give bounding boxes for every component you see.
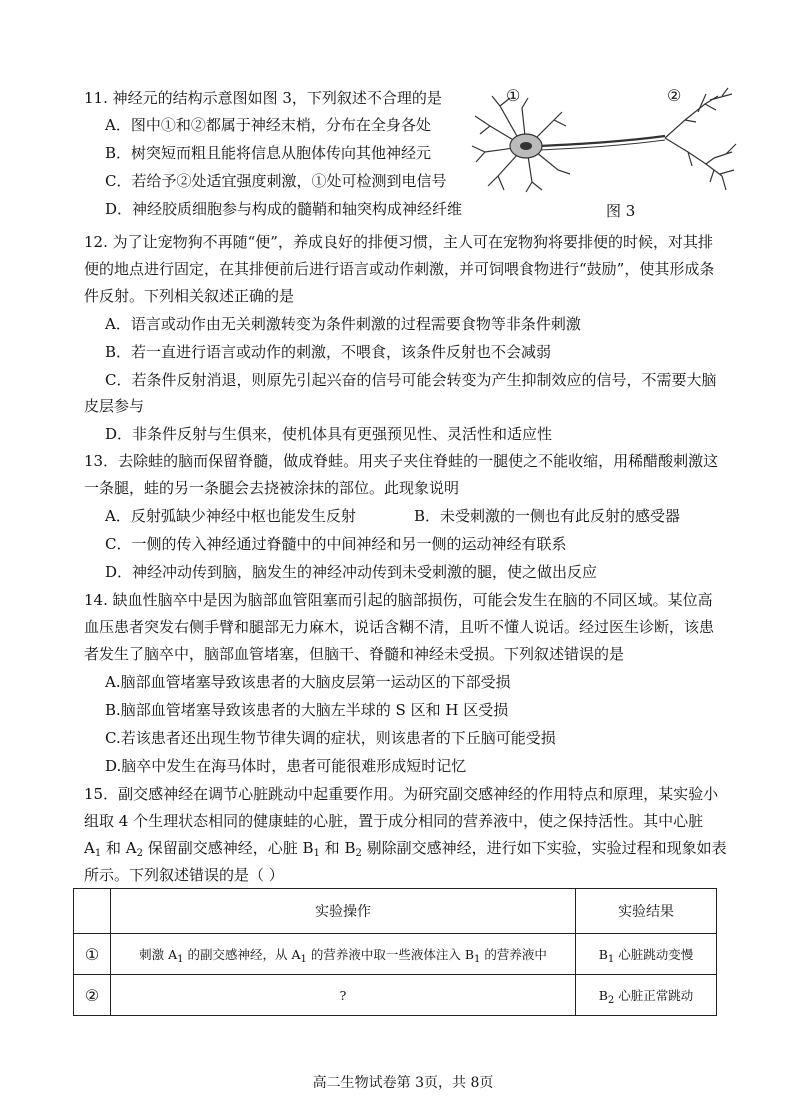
table-row — [74, 934, 717, 975]
q11-option-b: B．树突短而粗且能将信息从胞体传向其他神经元 — [105, 144, 432, 162]
row-operation: 刺激 $A_1$ 的副交感神经，从 $A_1$ 的营养液中取一些液体注入 $B_1$ 的营养液中 — [111, 934, 576, 975]
q13-option-c: C．一侧的传入神经通过脊髓中的中间神经和另一侧的运动神经有联系 — [105, 535, 567, 553]
q15-stem-1: 15．副交感神经在调节心脏跳动中起重要作用。为研究副交感神经的作用特点和原理，某实验小 — [84, 785, 719, 803]
q14-stem-2: 血压患者突发右侧手臂和腿部无力麻木，说话含糊不清，且听不懂人说话。经过医生诊断，该患 — [84, 618, 715, 636]
page-footer: 高二生物试卷第 3页，共 8页 — [312, 1075, 494, 1091]
q13-stem-1: 13．去除蛙的脑而保留脊髓，做成脊蛙。用夹子夹住脊蛙的一腿使之不能收缩，用稀醋酸刺激这 — [84, 452, 719, 470]
q15-stem-2: 组取 4 个生理状态相同的健康蛙的心脏，置于成分相同的营养液中，使之保持活性。其中心脏 — [84, 812, 704, 830]
marker-1: ① — [506, 86, 521, 105]
q12-option-b: B．若一直进行语言或动作的刺激，不喂食，该条件反射也不会减弱 — [105, 343, 552, 361]
q11-option-a: A．图中①和②都属于神经末梢，分布在全身各处 — [105, 116, 431, 134]
q11-stem: 11. 神经元的结构示意图如图 3，下列叙述不合理的是 — [84, 89, 442, 107]
q12-option-a: A．语言或动作由无关刺激转变为条件刺激的过程需要食物等非条件刺激 — [105, 315, 581, 333]
q13-option-b: B．未受刺激的一侧也有此反射的感受器 — [414, 507, 681, 525]
q12-option-d: D．非条件反射与生俱来，使机体具有更强预见性、灵活性和适应性 — [105, 425, 553, 443]
header-operation: 实验操作 — [111, 889, 576, 934]
header-result: 实验结果 — [576, 889, 717, 934]
q15-stem-3: $A_1$ 和 $A_2$ 保留副交感神经，心脏 $B_1$ 和 $B_2$ 剔除副交感神经，进行如下实验，实验过程和现象如表 — [84, 839, 727, 859]
q14-option-a: A.脑部血管堵塞导致该患者的大脑皮层第一运动区的下部受损 — [105, 673, 511, 691]
q13-option-a: A．反射弧缺少神经中枢也能发生反射 — [105, 507, 356, 525]
q11-option-c: C．若给予②处适宜强度刺激，①处可检测到电信号 — [105, 172, 447, 190]
row-result: $B_1$ 心脏跳动变慢 — [576, 934, 717, 975]
q12-option-c: C．若条件反射消退，则原先引起兴奋的信号可能会转变为产生抑制效应的信号，不需要大脑 — [105, 371, 717, 389]
q14-stem-1: 14. 缺血性脑卒中是因为脑部血管阻塞而引起的脑部损伤，可能会发生在脑的不同区域。某位高 — [84, 591, 713, 609]
q12-stem-1: 12. 为了让宠物狗不再随“便”，养成良好的排便习惯，主人可在宠物狗将要排便的时候，对其排 — [84, 233, 713, 251]
table-row — [74, 975, 717, 1016]
table-header-row — [74, 889, 717, 934]
row-number: ① — [74, 934, 111, 975]
q14-stem-3: 者发生了脑卒中，脑部血管堵塞，但脑干、脊髓和神经未受损。下列叙述错误的是 — [84, 645, 625, 663]
q12-stem-2: 便的地点进行固定，在其排便前后进行语言或动作刺激，并可饲喂食物进行“鼓励”，使其形成条 — [84, 260, 715, 278]
q12-stem-3: 件反射。下列相关叙述正确的是 — [84, 287, 295, 305]
marker-2: ② — [667, 86, 682, 105]
experiment-table — [73, 888, 717, 1016]
q12-option-c-cont: 皮层参与 — [84, 397, 145, 415]
row-number: ② — [74, 975, 111, 1016]
q14-option-b: B.脑部血管堵塞导致该患者的大脑左半球的 S 区和 H 区受损 — [105, 701, 509, 719]
row-operation: ? — [111, 975, 576, 1016]
q13-option-d: D．神经冲动传到脑，脑发生的神经冲动传到未受刺激的腿，使之做出反应 — [105, 563, 598, 581]
q13-stem-2: 一条腿，蛙的另一条腿会去挠被涂抹的部位。此现象说明 — [84, 479, 460, 497]
q14-option-c: C.若该患者还出现生物节律失调的症状，则该患者的下丘脑可能受损 — [105, 729, 556, 747]
row-result: $B_2$ 心脏正常跳动 — [576, 975, 717, 1016]
q11-option-d: D．神经胶质细胞参与构成的髓鞘和轴突构成神经纤维 — [105, 200, 463, 218]
q15-stem-4: 所示。下列叙述错误的是（ ） — [84, 866, 284, 884]
figure-caption: 图 3 — [606, 202, 636, 220]
q14-option-d: D.脑卒中发生在海马体时，患者可能很难形成短时记忆 — [105, 757, 467, 775]
